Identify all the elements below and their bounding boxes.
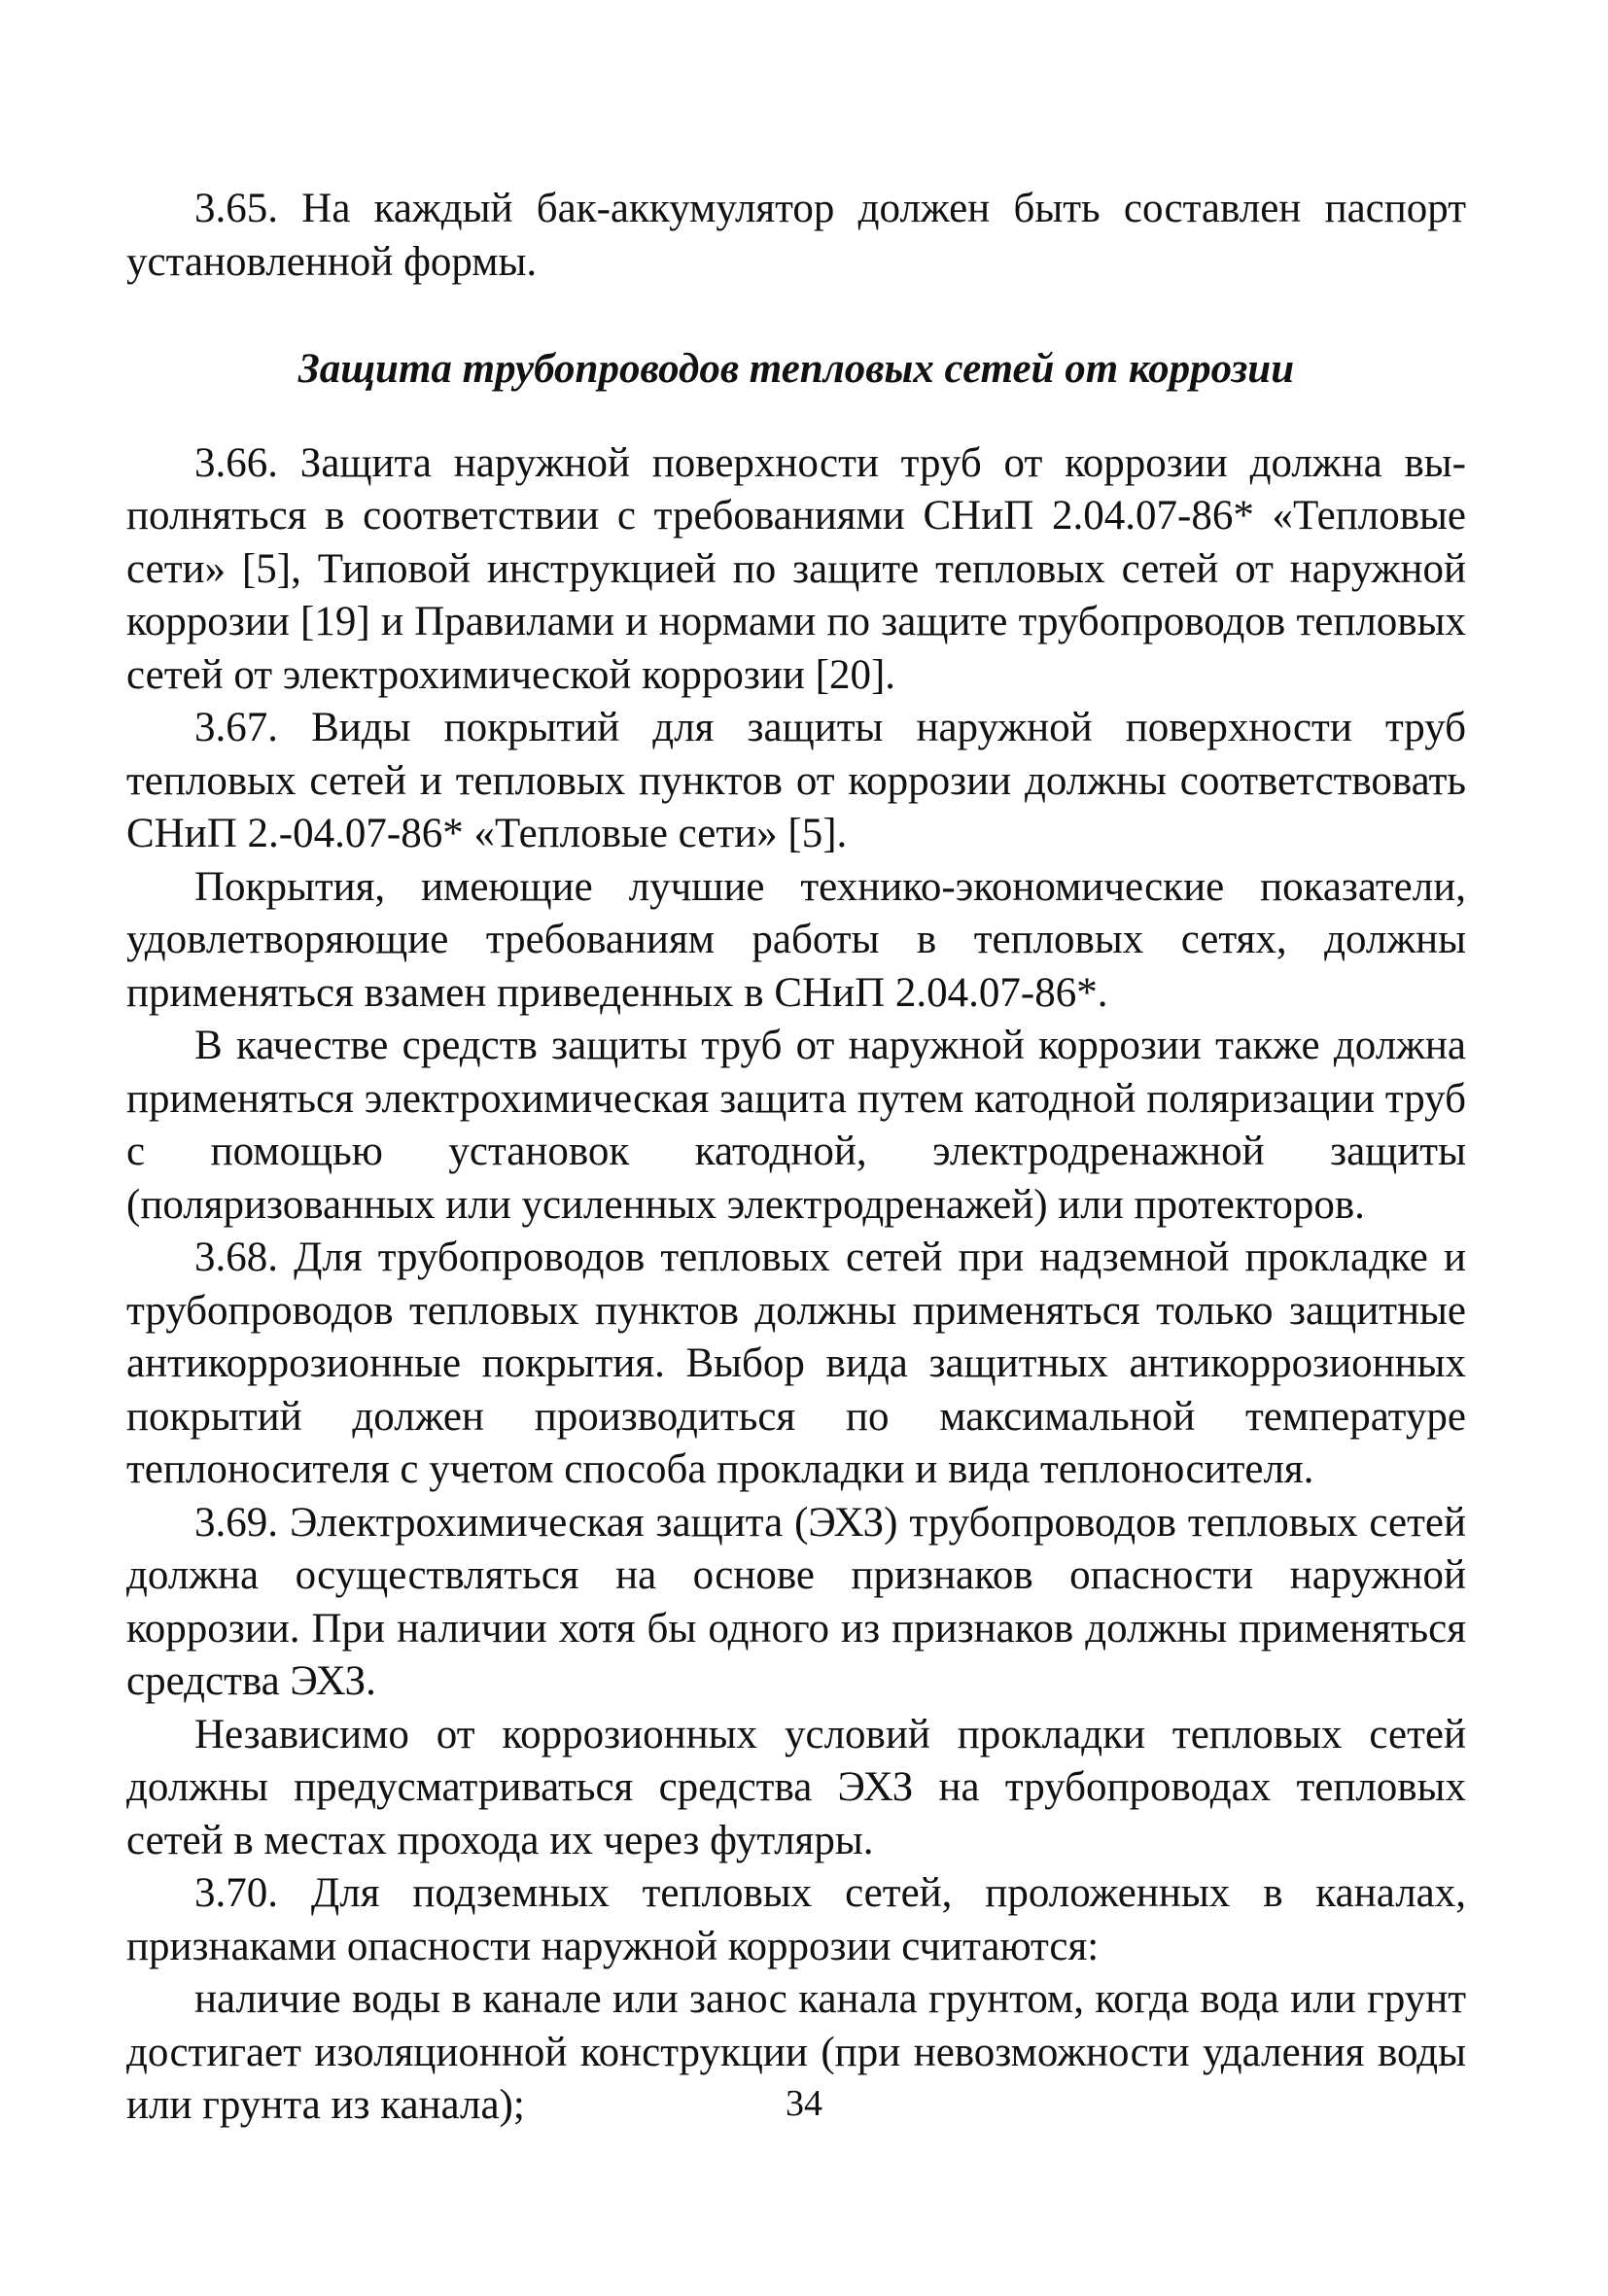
paragraph-3-66: 3.66. Защита наружной поверхности труб от коррозии должна выполняться в соответствии с требованиями СНиП 2.04.07-86* «Тепловые сети» [5], Типовой инструкцией по защите тепловых сетей от наружной коррозии [19] и Правилами и нормами по защите трубопроводов тепловых сетей от электрохимической коррозии [20]. bbox=[126, 439, 1466, 698]
paragraph-3-70: 3.70. Для подземных тепловых сетей, проложенных в каналах, признаками опасности наружной коррозии считаются: bbox=[126, 1870, 1466, 1969]
paragraph-3-68: 3.68. Для трубопроводов тепловых сетей при надземной прокладке и трубопроводов тепловых пунктов должны применяться только защитные антикоррозионные покрытия. Выбор вида защитных антикоррозионных покрытий должен производиться по максимальной температуре теплоносителя с учетом способа прокладки и вида теплоносителя. bbox=[126, 1235, 1466, 1492]
paragraph-3-69: 3.69. Электрохимическая защита (ЭХЗ) трубопроводов тепловых сетей должна осуществляться на основе признаков опасности наружной коррозии. При наличии хотя бы одного из признаков должны применяться средства ЭХЗ. bbox=[126, 1499, 1466, 1704]
paragraph-cases: Независимо от коррозионных условий прокладки тепловых сетей должны предусматриваться средства ЭХЗ на трубопроводах тепловых сетей в местах прохода их через футляры. bbox=[126, 1711, 1466, 1863]
paragraph-electrochemical-protection: В качестве средств защиты труб от наружной коррозии также должна применяться электрохимическая защита путем катодной поляризации труб с помощью установок катодной, электродренажной защиты (поляризованных или усиленных электродренажей) или протекторов. bbox=[126, 1023, 1466, 1228]
paragraph-3-65: 3.65. На каждый бак-аккумулятор должен быть составлен паспорт установленной формы. bbox=[126, 186, 1466, 285]
paragraph-3-67: 3.67. Виды покрытий для защиты наружной поверхности труб тепловых сетей и тепловых пунктов от коррозии должны соответствовать СНиП 2.-04.07-86* «Тепловые сети» [5]. bbox=[126, 705, 1466, 856]
paragraph-water-in-channel: наличие воды в канале или занос канала грунтом, когда вода или грунт достигает изоляционной конструкции (при невозможности удаления воды или грунта из канала); bbox=[126, 1976, 1466, 2128]
paragraph-coatings: Покрытия, имеющие лучшие технико-экономические показатели, удовлетворяющие требованиям работы в тепловых сетях, должны применяться взамен приведенных в СНиП 2.04.07-86*. bbox=[126, 863, 1466, 1016]
page-number: 34 bbox=[786, 2083, 822, 2124]
section-heading: Защита трубопроводов тепловых сетей от коррозии bbox=[297, 346, 1295, 392]
document-page bbox=[126, 183, 1466, 2133]
